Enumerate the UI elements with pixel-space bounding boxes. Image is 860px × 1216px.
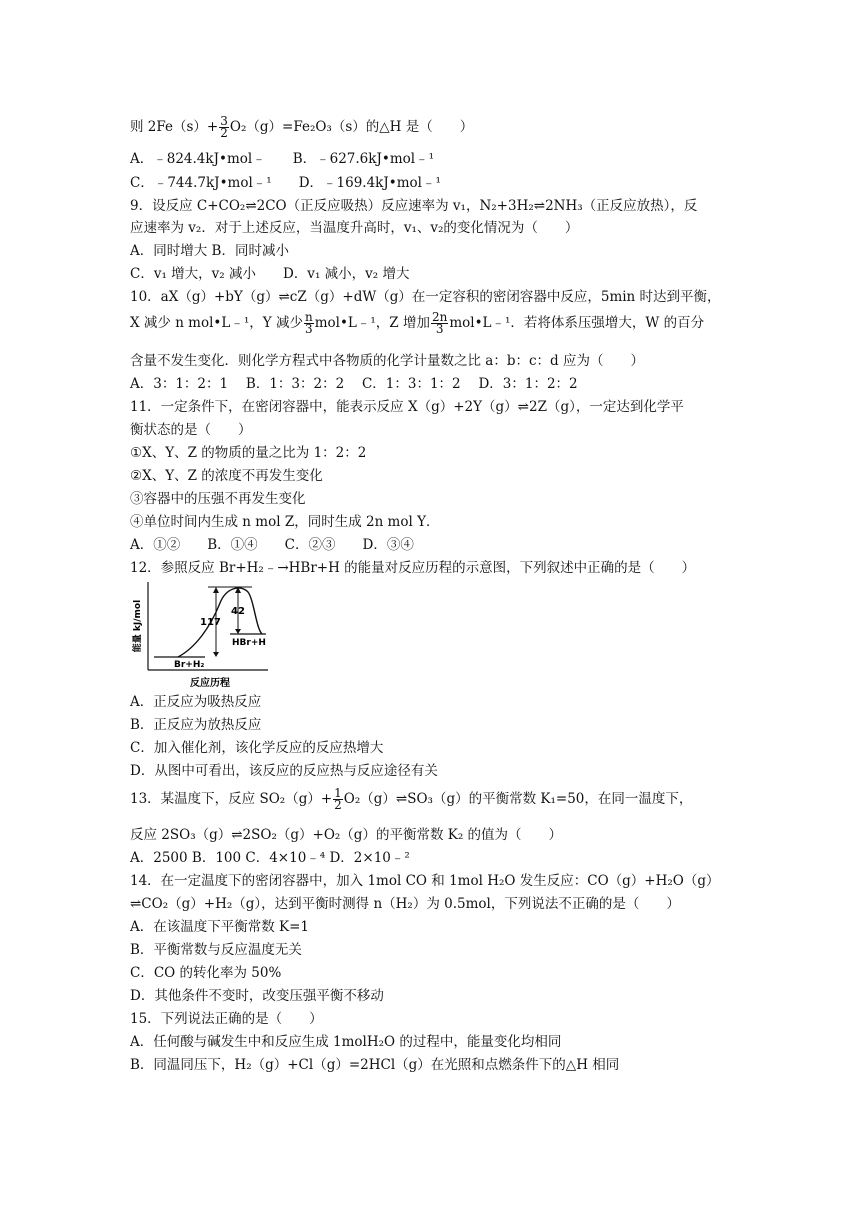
q15-stem: 15．下列说法正确的是（ ）	[130, 1011, 323, 1027]
q8-stem-b: O₂（g）=Fe₂O₃（s）的△H 是（ ）	[229, 119, 474, 135]
fraction-n-3	[304, 312, 314, 335]
q14-option-c: C．CO 的转化率为 50%	[130, 965, 282, 981]
product-label: HBr+H	[232, 638, 266, 648]
fraction-denominator: 2	[220, 126, 228, 140]
q15-option-b: B．同温同压下，H₂（g）+Cl（g）=2HCl（g）在光照和点燃条件下的△H 相同	[130, 1057, 620, 1073]
q10-line2	[130, 312, 704, 335]
q11-item3: ③容器中的压强不再发生变化	[130, 491, 306, 507]
q9-options-cd: C．v₁ 增大，v₂ 减小 D．v₁ 减小，v₂ 增大	[130, 266, 410, 282]
q14-option-b: B．平衡常数与反应温度无关	[130, 942, 302, 958]
q11-line2: 衡状态的是（ ）	[130, 422, 252, 438]
q13-line1-a: 13．某温度下，反应 SO₂（g）+	[130, 791, 333, 807]
x-axis-label: 反应历程	[190, 678, 230, 689]
q10-line2-b: mol•L﹣¹，Z 增加	[314, 315, 430, 331]
q9-line2: 应速率为 v₂．对于上述反应，当温度升高时，v₁、v₂的变化情况为（ ）	[130, 220, 579, 236]
q14-option-a: A．在该温度下平衡常数 K=1	[130, 919, 310, 935]
fraction-numerator: n	[304, 310, 313, 324]
q14-option-d: D．其他条件不变时，改变压强平衡不移动	[130, 988, 384, 1004]
q11-item4: ④单位时间内生成 n mol Z，同时生成 2n mol Y．	[130, 514, 440, 530]
q10-line3: 含量不发生变化．则化学方程式中各物质的化学计量数之比 a：b：c：d 应为（ ）	[130, 353, 644, 369]
q13-options: A．2500 B．100 C．4×10﹣⁴ D．2×10﹣²	[130, 850, 410, 866]
arrow-117-head-up	[213, 587, 219, 593]
q10-options: A．3：1：2：1 B．1：3：2：2 C．1：3：1：2 D．3：1：2：2	[130, 376, 578, 392]
q13-line2: 反应 2SO₃（g）⇌2SO₂（g）+O₂（g）的平衡常数 K₂ 的值为（ ）	[130, 827, 563, 843]
q8-options-cd: C．﹣744.7kJ•mol﹣¹ D．﹣169.4kJ•mol﹣¹	[130, 175, 441, 191]
q11-line1: 11．一定条件下，在密闭容器中，能表示反应 X（g）+2Y（g）⇌2Z（g），一定达到化学平	[130, 399, 684, 415]
q11-options: A．①② B．①④ C．②③ D．③④	[130, 537, 414, 553]
fraction-denominator: 3	[305, 322, 313, 336]
fraction-1-2	[333, 788, 343, 811]
q12-option-b: B．正反应为放热反应	[130, 717, 262, 733]
q14-line1: 14．在一定温度下的密闭容器中，加入 1mol CO 和 1mol H₂O 发生反应：CO（g）+H₂O（g）	[130, 873, 720, 889]
q12-option-d: D．从图中可看出，该反应的反应热与反应途径有关	[130, 763, 438, 779]
q10-line1: 10．aX（g）+bY（g）⇌cZ（g）+dW（g）在一定容积的密闭容器中反应，5min 时达到平衡，	[130, 289, 721, 305]
fraction-2n-3	[431, 312, 448, 335]
q15-option-a: A．任何酸与碱发生中和反应生成 1molH₂O 的过程中，能量变化均相同	[130, 1034, 562, 1050]
fraction-denominator: 3	[435, 322, 444, 336]
fraction-numerator: 2n	[431, 310, 448, 324]
q12-option-c: C．加入催化剂，该化学反应的反应热增大	[130, 740, 384, 756]
value-117: 117	[200, 617, 221, 628]
value-42: 42	[231, 606, 245, 617]
arrow-117-head-down	[213, 652, 219, 657]
fraction-numerator: 3	[220, 114, 228, 128]
q12-option-a: A．正反应为吸热反应	[130, 694, 262, 710]
q10-line2-c: mol•L﹣¹．若将体系压强增大，W 的百分	[449, 315, 705, 331]
q9-options-ab: A．同时增大 B．同时减小	[130, 243, 289, 259]
fraction-numerator: 1	[334, 786, 342, 800]
q8-stem-a: 则 2Fe（s）+	[130, 119, 219, 135]
arrow-42-head-down	[235, 629, 241, 634]
q9-line1: 9．设反应 C+CO₂⇌2CO（正反应吸热）反应速率为 v₁，N₂+3H₂⇌2NH₃（正反应放热），反	[130, 198, 698, 214]
q8-options-ab: A．﹣824.4kJ•mol﹣ B．﹣627.6kJ•mol﹣¹	[130, 151, 434, 167]
q11-item2: ②X、Y、Z 的浓度不再发生变化	[130, 468, 323, 484]
fraction-3-2	[219, 116, 229, 139]
q11-item1: ①X、Y、Z 的物质的量之比为 1：2：2	[130, 445, 367, 461]
y-axis-label: 能量 kJ/mol	[133, 599, 143, 653]
energy-diagram	[130, 578, 270, 690]
q14-line2: ⇌CO₂（g）+H₂（g），达到平衡时测得 n（H₂）为 0.5mol，下列说法不正确的是（ ）	[130, 896, 680, 912]
q13-line1-b: O₂（g）⇌SO₃（g）的平衡常数 K₁=50，在同一温度下，	[343, 791, 693, 807]
q8-stem	[130, 116, 473, 139]
q12-stem: 12．参照反应 Br+H₂﹣→HBr+H 的能量对反应历程的示意图，下列叙述中正确的是（ ）	[130, 560, 696, 576]
reactant-label: Br+H₂	[174, 660, 205, 670]
fraction-denominator: 2	[334, 798, 342, 812]
q13-line1	[130, 788, 692, 811]
q10-line2-a: X 减少 n mol•L﹣¹，Y 减少	[130, 315, 303, 331]
